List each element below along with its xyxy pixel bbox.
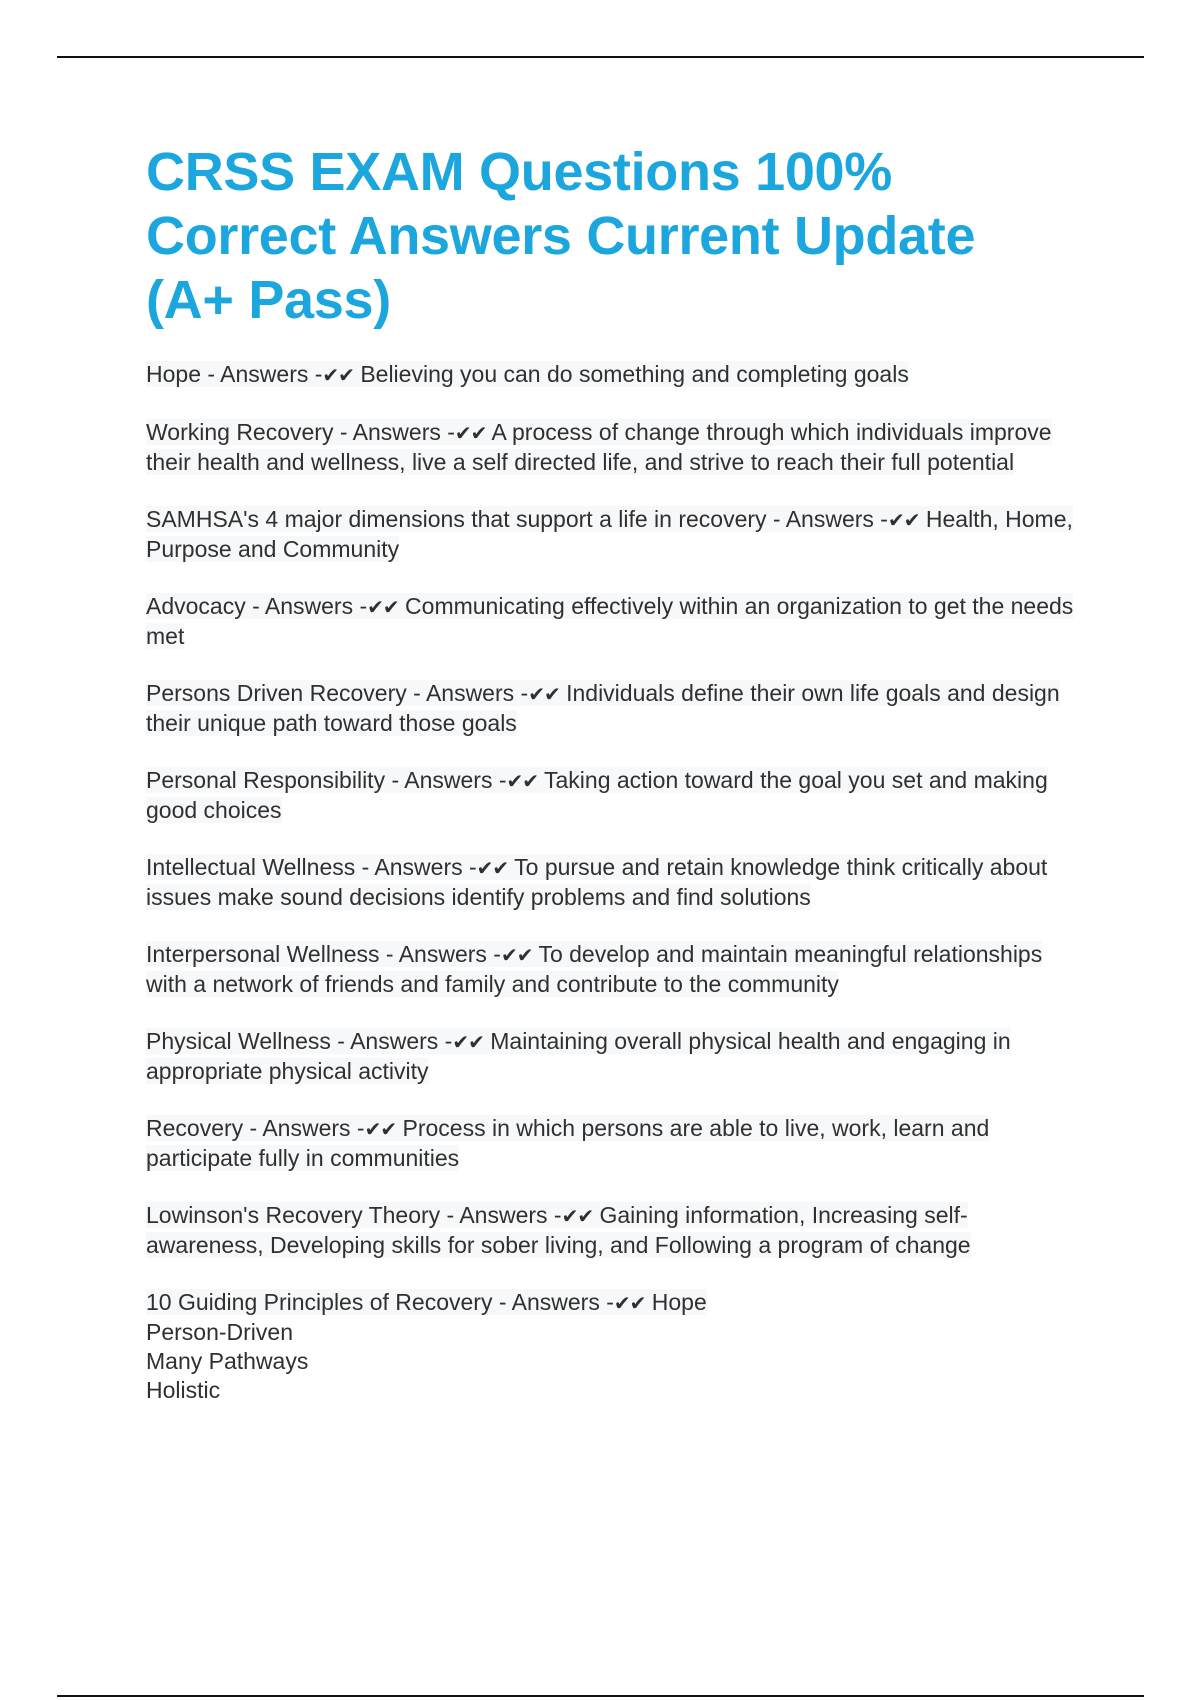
- double-check-icon: ✔✔: [322, 363, 354, 387]
- qa-answer: To pursue and retain knowledge think critically about issues make sound decisions identify problems and find solutions: [146, 854, 1048, 910]
- double-check-icon: ✔✔: [500, 943, 533, 967]
- qa-term: Personal Responsibility: [146, 767, 386, 793]
- qa-entry: [146, 940, 1076, 999]
- qa-term: Persons Driven Recovery: [146, 680, 407, 706]
- qa-entry: [146, 1114, 1076, 1173]
- qa-answer: Taking action toward the goal you set and making good choices: [146, 767, 1048, 823]
- qa-entry: [146, 505, 1076, 564]
- qa-line: Interpersonal Wellness - Answers -✔✔ To develop and maintain meaningful relationships with a network of friends and family and contribute to the community: [146, 941, 1043, 997]
- answer-marker: Answers -: [352, 419, 455, 445]
- qa-answer: Hope: [651, 1289, 707, 1315]
- qa-entry: [146, 679, 1076, 738]
- answer-marker: Answers -: [398, 941, 501, 967]
- qa-term: Lowinson's Recovery Theory: [146, 1202, 441, 1228]
- qa-answer: To develop and maintain meaningful relationships with a network of friends and family and contribute to the community: [146, 941, 1043, 997]
- qa-extra-line: Many Pathways: [146, 1348, 309, 1374]
- qa-line: Personal Responsibility - Answers -✔✔ Taking action toward the goal you set and making good choices: [146, 767, 1048, 823]
- qa-line: Working Recovery - Answers -✔✔ A process of change through which individuals improve their health and wellness, live a self directed life, and strive to reach their full potential: [146, 419, 1052, 475]
- answer-marker: Answers -: [350, 1028, 453, 1054]
- qa-answer: Believing you can do something and completing goals: [360, 361, 909, 387]
- qa-list: [146, 360, 1076, 1405]
- double-check-icon: ✔✔: [367, 595, 399, 619]
- qa-line: SAMHSA's 4 major dimensions that support a life in recovery - Answers -✔✔ Health, Home, Purpose and Community: [146, 506, 1073, 562]
- qa-entry: [146, 1027, 1076, 1086]
- double-check-icon: ✔✔: [561, 1204, 594, 1228]
- document-page: [146, 140, 1076, 1433]
- qa-line: Advocacy - Answers -✔✔ Communicating effectively within an organization to get the needs met: [146, 593, 1074, 649]
- qa-entry: [146, 766, 1076, 825]
- qa-line: Persons Driven Recovery - Answers -✔✔ Individuals define their own life goals and design their unique path toward those goals: [146, 680, 1060, 736]
- answer-marker: Answers -: [785, 506, 888, 532]
- double-check-icon: ✔✔: [454, 421, 487, 445]
- qa-line: Lowinson's Recovery Theory - Answers -✔✔ Gaining information, Increasing self-awareness, Developing skills for sober living, and Following a program of change: [146, 1202, 971, 1258]
- qa-extra-line: Person-Driven: [146, 1319, 293, 1345]
- qa-term: 10 Guiding Principles of Recovery: [146, 1289, 493, 1315]
- qa-extra-line: Holistic: [146, 1377, 221, 1403]
- qa-answer: Gaining information, Increasing self-awareness, Developing skills for sober living, and Following a program of change: [146, 1202, 971, 1258]
- qa-answer: Communicating effectively within an organization to get the needs met: [146, 593, 1074, 649]
- qa-term: Hope: [146, 361, 201, 387]
- double-check-icon: ✔✔: [887, 508, 920, 532]
- qa-term: Recovery: [146, 1115, 244, 1141]
- qa-term: Interpersonal Wellness: [146, 941, 380, 967]
- qa-answer: Maintaining overall physical health and engaging in appropriate physical activity: [146, 1028, 1011, 1084]
- answer-marker: Answers -: [262, 1115, 365, 1141]
- qa-term: Intellectual Wellness: [146, 854, 356, 880]
- top-rule: [57, 56, 1144, 58]
- double-check-icon: ✔✔: [528, 682, 560, 706]
- answer-marker: Answers -: [264, 593, 368, 619]
- qa-term: Working Recovery: [146, 419, 334, 445]
- answer-marker: Answers -: [425, 680, 529, 706]
- double-check-icon: ✔✔: [452, 1030, 484, 1054]
- answer-marker: Answers -: [459, 1202, 562, 1228]
- qa-line: Recovery - Answers -✔✔ Process in which persons are able to live, work, learn and participate fully in communities: [146, 1115, 990, 1171]
- double-check-icon: ✔✔: [613, 1291, 646, 1315]
- qa-entry: [146, 418, 1076, 477]
- bottom-rule: [57, 1695, 1144, 1697]
- qa-entry: [146, 1288, 1076, 1405]
- qa-entry: [146, 1201, 1076, 1260]
- double-check-icon: ✔✔: [364, 1117, 397, 1141]
- qa-line: 10 Guiding Principles of Recovery - Answers -✔✔ Hope: [146, 1289, 707, 1315]
- qa-term: SAMHSA's 4 major dimensions that support a life in recovery: [146, 506, 767, 532]
- answer-marker: Answers -: [220, 361, 323, 387]
- double-check-icon: ✔✔: [476, 856, 509, 880]
- qa-entry: [146, 853, 1076, 912]
- qa-line: Hope - Answers -✔✔ Believing you can do something and completing goals: [146, 361, 909, 387]
- double-check-icon: ✔✔: [506, 769, 539, 793]
- document-title: CRSS EXAM Questions 100% Correct Answers Current Update (A+ Pass): [146, 142, 976, 330]
- qa-answer: A process of change through which individuals improve their health and wellness, live a self directed life, and strive to reach their full potential: [146, 419, 1052, 475]
- qa-line: Physical Wellness - Answers -✔✔ Maintaining overall physical health and engaging in appropriate physical activity: [146, 1028, 1011, 1084]
- qa-term: Advocacy: [146, 593, 246, 619]
- qa-line: Intellectual Wellness - Answers -✔✔ To pursue and retain knowledge think critically about issues make sound decisions identify problems and find solutions: [146, 854, 1048, 910]
- answer-marker: Answers -: [404, 767, 507, 793]
- qa-answer: Individuals define their own life goals and design their unique path toward those goals: [146, 680, 1060, 736]
- qa-answer: Health, Home, Purpose and Community: [146, 506, 1073, 562]
- qa-term: Physical Wellness: [146, 1028, 331, 1054]
- qa-entry: [146, 592, 1076, 651]
- qa-entry: [146, 360, 1076, 390]
- qa-answer: Process in which persons are able to live, work, learn and participate fully in communities: [146, 1115, 990, 1171]
- answer-marker: Answers -: [374, 854, 477, 880]
- answer-marker: Answers -: [511, 1289, 614, 1315]
